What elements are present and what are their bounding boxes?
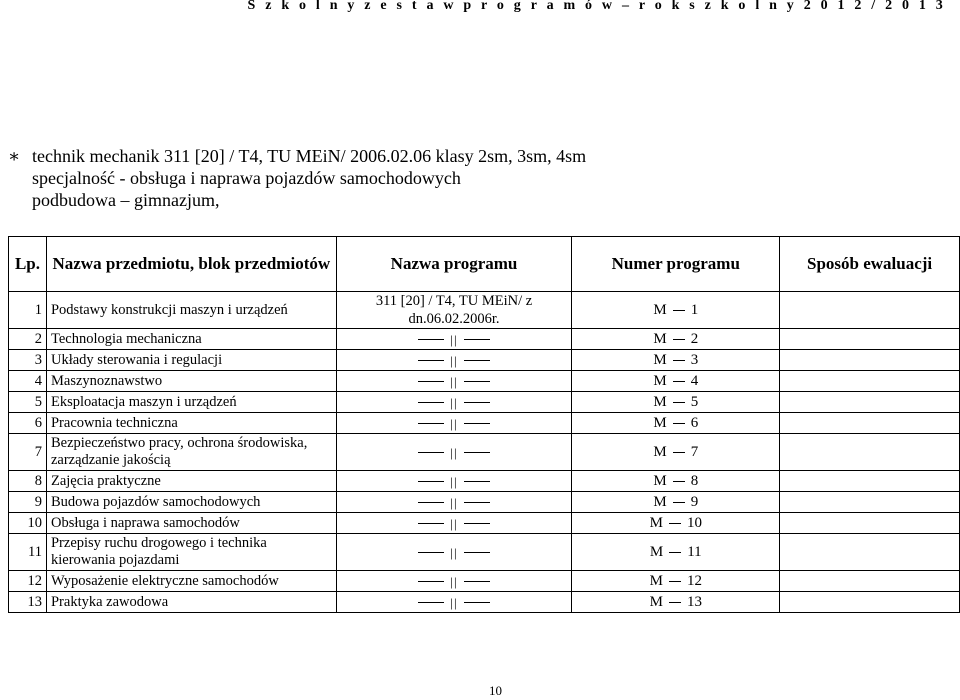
cell-program-number [572,350,780,371]
program-number-dash [673,310,685,311]
cell-subject-name: Maszynoznawstwo [46,371,336,392]
program-number-value: 6 [690,414,699,431]
program-number [653,415,698,432]
table-row [9,329,960,350]
cell-evaluation [780,371,960,392]
cell-program-name [336,434,572,471]
ditto-dash-right [464,481,490,482]
program-number-dash [669,581,681,582]
cell-lp: 3 [9,350,47,371]
cell-evaluation [780,492,960,513]
cell-subject-name: Technologia mechaniczna [46,329,336,350]
cell-evaluation [780,392,960,413]
program-number-value: 8 [690,472,699,489]
cell-subject-name: Przepisy ruchu drogowego i technika kierowania pojazdami [46,534,336,571]
cell-lp: 1 [9,292,47,329]
ditto-dash-left [418,523,444,524]
cell-program-number [572,413,780,434]
ditto-dash-left [418,481,444,482]
ditto-mark [418,544,489,561]
ditto-bars: || [450,544,458,560]
table-row [9,592,960,613]
cell-lp: 6 [9,413,47,434]
cell-evaluation [780,592,960,613]
program-number [653,331,698,348]
cell-evaluation [780,571,960,592]
program-number-dash [673,360,685,361]
ditto-bars: || [450,494,458,510]
cell-program-number [572,292,780,329]
ditto-mark [418,352,489,369]
program-number-prefix: M [649,543,664,560]
program-name-text: 311 [20] / T4, TU MEiN/ z dn.06.02.2006r. [375,293,533,327]
cell-lp: 9 [9,492,47,513]
cell-lp: 12 [9,571,47,592]
program-number-value: 13 [686,593,702,610]
program-number-dash [673,423,685,424]
table-row [9,350,960,371]
cell-evaluation [780,534,960,571]
ditto-dash-right [464,402,490,403]
program-number-prefix: M [649,572,663,589]
ditto-dash-right [464,502,490,503]
ditto-mark [418,515,489,532]
program-number-dash [673,481,685,482]
cell-evaluation [780,471,960,492]
ditto-dash-left [418,423,444,424]
ditto-dash-right [464,552,490,553]
program-number-dash [669,602,681,603]
program-number-dash [673,381,685,382]
program-number-prefix: M [653,330,667,347]
program-number [650,544,702,561]
ditto-bars: || [450,373,458,389]
program-number [653,373,698,390]
ditto-mark [418,331,489,348]
program-number-prefix: M [653,372,667,389]
cell-lp: 10 [9,513,47,534]
ditto-mark [418,594,489,611]
ditto-bars: || [450,594,458,610]
program-number-value: 10 [686,514,702,531]
ditto-bars: || [450,352,458,368]
program-number-value: 1 [690,301,699,318]
cell-lp: 7 [9,434,47,471]
program-number [653,444,698,461]
cell-program-name [336,571,572,592]
ditto-bars: || [450,515,458,531]
cell-lp: 8 [9,471,47,492]
ditto-dash-left [418,502,444,503]
cell-program-name [336,350,572,371]
ditto-dash-left [418,402,444,403]
header-program-name: Nazwa programu [336,237,572,292]
cell-program-number [572,371,780,392]
cell-program-name [336,492,572,513]
cell-program-number [572,392,780,413]
ditto-bars: || [450,444,458,460]
cell-program-number [572,434,780,471]
program-number-value: 11 [687,543,702,560]
program-number-prefix: M [653,414,667,431]
program-number-dash [669,552,681,553]
program-number-prefix: M [653,393,667,410]
ditto-mark [418,473,489,490]
cell-lp: 4 [9,371,47,392]
table-row [9,371,960,392]
cell-program-number [572,592,780,613]
cell-subject-name: Bezpieczeństwo pracy, ochrona środowiska, zarządzanie jakością [46,434,336,471]
program-number-prefix: M [653,472,667,489]
ditto-mark [418,573,489,590]
cell-subject-name: Budowa pojazdów samochodowych [46,492,336,513]
program-number-prefix: M [649,514,663,531]
ditto-mark [418,415,489,432]
program-number [653,352,698,369]
intro-line-2: specjalność - obsługa i naprawa pojazdów samochodowych [32,168,461,188]
table-row [9,534,960,571]
cell-program-name [336,534,572,571]
program-number-prefix: M [653,301,667,318]
program-number [650,573,702,590]
table-row [9,434,960,471]
ditto-bars: || [450,394,458,410]
ditto-bars: || [450,573,458,589]
ditto-mark [418,394,489,411]
cell-subject-name: Praktyka zawodowa [46,592,336,613]
program-number-prefix: M [649,593,663,610]
intro-line-3: podbudowa – gimnazjum, [32,190,220,210]
program-number-value: 3 [690,351,699,368]
ditto-dash-right [464,423,490,424]
table-row [9,571,960,592]
cell-evaluation [780,292,960,329]
program-number-value: 5 [690,393,699,410]
table-body [9,292,960,613]
table-row [9,492,960,513]
cell-program-name [336,413,572,434]
ditto-dash-left [418,602,444,603]
program-number [653,394,698,411]
ditto-dash-left [418,339,444,340]
ditto-bars: || [450,331,458,347]
program-number [650,515,702,532]
ditto-dash-right [464,452,490,453]
program-number-value: 12 [686,572,702,589]
cell-evaluation [780,329,960,350]
cell-program-name [336,513,572,534]
intro-line-1 [8,145,586,167]
table-row [9,471,960,492]
table-row [9,513,960,534]
page-number: 10 [489,683,502,698]
ditto-dash-left [418,552,444,553]
program-number [653,302,698,319]
program-number-dash [669,523,681,524]
header-evaluation: Sposób ewaluacji [780,237,960,292]
cell-lp: 2 [9,329,47,350]
asterisk-bullet-icon: ∗ [8,146,21,166]
table-row [9,413,960,434]
cell-evaluation [780,513,960,534]
cell-subject-name: Wyposażenie elektryczne samochodów [46,571,336,592]
program-number-value: 7 [690,443,699,460]
cell-evaluation [780,434,960,471]
ditto-dash-left [418,360,444,361]
cell-program-name [336,292,572,329]
ditto-mark [418,444,489,461]
cell-program-name [336,371,572,392]
cell-subject-name: Pracownia techniczna [46,413,336,434]
cell-lp: 11 [9,534,47,571]
cell-lp: 13 [9,592,47,613]
program-number [650,594,702,611]
ditto-dash-left [418,581,444,582]
cell-subject-name: Podstawy konstrukcji maszyn i urządzeń [46,292,336,329]
program-number-prefix: M [653,351,667,368]
program-number-value: 9 [690,493,699,510]
program-number-dash [673,339,685,340]
cell-program-name [336,392,572,413]
ditto-dash-right [464,581,490,582]
ditto-dash-right [464,523,490,524]
program-number-prefix: M [653,443,667,460]
header-lp: Lp. [9,237,47,292]
cell-program-name [336,592,572,613]
cell-program-number [572,471,780,492]
program-number-value: 2 [690,330,699,347]
header-program-number: Numer programu [572,237,780,292]
cell-program-name [336,471,572,492]
program-number-dash [673,402,685,403]
profile-description [8,145,586,211]
ditto-dash-right [464,360,490,361]
ditto-dash-right [464,381,490,382]
program-number-dash [673,502,685,503]
ditto-dash-right [464,339,490,340]
ditto-bars: || [450,473,458,489]
cell-program-name [336,329,572,350]
program-number-value: 4 [690,372,699,389]
program-number-prefix: M [653,493,667,510]
cell-subject-name: Obsługa i naprawa samochodów [46,513,336,534]
program-number [653,473,698,490]
ditto-bars: || [450,415,458,431]
cell-evaluation [780,350,960,371]
program-number [653,494,698,511]
table-row [9,392,960,413]
program-number-dash [673,452,685,453]
table-header-row [9,237,960,292]
cell-subject-name: Zajęcia praktyczne [46,471,336,492]
cell-subject-name: Eksploatacja maszyn i urządzeń [46,392,336,413]
cell-program-number [572,534,780,571]
document-header: S z k o l n y z e s t a w p r o g r a m ó w – r o k s z k o l n y 2 0 1 2 / 2 0 1 3 [247,0,946,13]
ditto-dash-left [418,381,444,382]
ditto-dash-left [418,452,444,453]
header-subject-name: Nazwa przedmiotu, blok przedmiotów [46,237,336,292]
cell-evaluation [780,413,960,434]
ditto-mark [418,494,489,511]
programs-table [8,236,960,613]
ditto-dash-right [464,602,490,603]
cell-subject-name: Układy sterowania i regulacji [46,350,336,371]
table-row [9,292,960,329]
cell-program-number [572,571,780,592]
cell-program-number [572,492,780,513]
ditto-mark [418,373,489,390]
intro-line-1-text: technik mechanik 311 [20] / T4, TU MEiN/ 2006.02.06 klasy 2sm, 3sm, 4sm [32,146,587,166]
cell-program-number [572,513,780,534]
cell-lp: 5 [9,392,47,413]
cell-program-number [572,329,780,350]
